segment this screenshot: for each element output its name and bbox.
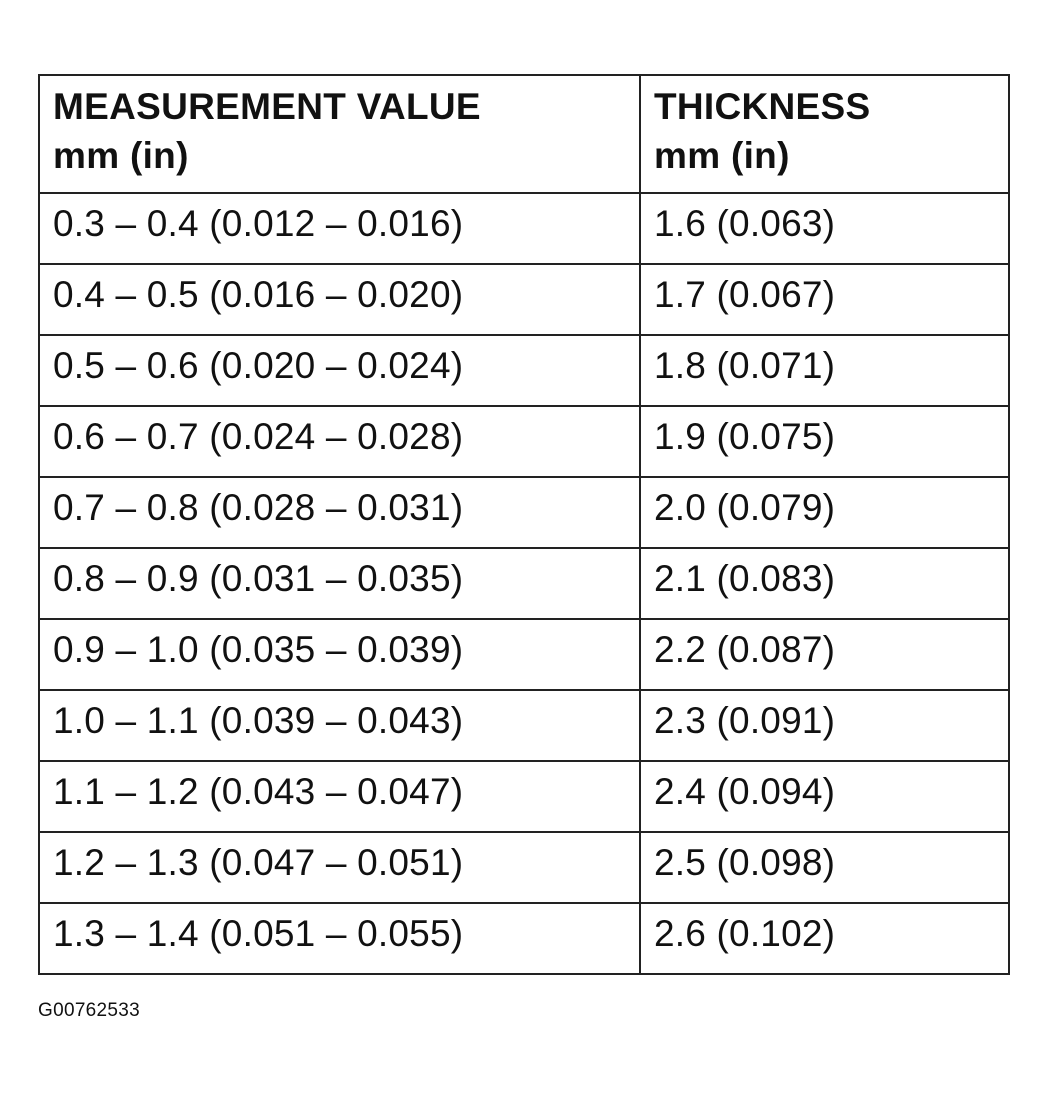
table-row (39, 832, 1009, 903)
measurement-cell: 1.0 – 1.1 (0.039 – 0.043) (39, 690, 640, 761)
shim-thickness-table (38, 74, 1010, 975)
measurement-cell: 0.4 – 0.5 (0.016 – 0.020) (39, 264, 640, 335)
measurement-cell: 1.3 – 1.4 (0.051 – 0.055) (39, 903, 640, 974)
table-row (39, 335, 1009, 406)
table-body (39, 193, 1009, 974)
table-row (39, 903, 1009, 974)
thickness-cell: 2.0 (0.079) (640, 477, 1009, 548)
table-header (39, 75, 1009, 193)
header-measurement-value (39, 75, 640, 193)
measurement-cell: 0.6 – 0.7 (0.024 – 0.028) (39, 406, 640, 477)
table-row (39, 477, 1009, 548)
header-measurement-title: MEASUREMENT VALUE (53, 86, 481, 127)
thickness-cell: 2.6 (0.102) (640, 903, 1009, 974)
table-row (39, 406, 1009, 477)
table-row (39, 264, 1009, 335)
header-thickness-title: THICKNESS (654, 86, 871, 127)
header-thickness-unit: mm (in) (654, 135, 790, 176)
header-thickness (640, 75, 1009, 193)
thickness-cell: 1.7 (0.067) (640, 264, 1009, 335)
table-row (39, 761, 1009, 832)
table-row (39, 690, 1009, 761)
thickness-cell: 2.1 (0.083) (640, 548, 1009, 619)
table-row (39, 619, 1009, 690)
measurement-cell: 0.7 – 0.8 (0.028 – 0.031) (39, 477, 640, 548)
thickness-cell: 2.2 (0.087) (640, 619, 1009, 690)
measurement-cell: 0.9 – 1.0 (0.035 – 0.039) (39, 619, 640, 690)
measurement-cell: 0.3 – 0.4 (0.012 – 0.016) (39, 193, 640, 264)
thickness-cell: 1.9 (0.075) (640, 406, 1009, 477)
thickness-cell: 2.4 (0.094) (640, 761, 1009, 832)
figure-id: G00762533 (38, 1000, 141, 1021)
measurement-cell: 1.2 – 1.3 (0.047 – 0.051) (39, 832, 640, 903)
table-row (39, 193, 1009, 264)
measurement-cell: 0.5 – 0.6 (0.020 – 0.024) (39, 335, 640, 406)
thickness-cell: 2.3 (0.091) (640, 690, 1009, 761)
header-row (39, 75, 1009, 193)
header-measurement-unit: mm (in) (53, 135, 189, 176)
measurement-cell: 1.1 – 1.2 (0.043 – 0.047) (39, 761, 640, 832)
thickness-cell: 1.8 (0.071) (640, 335, 1009, 406)
table-row (39, 548, 1009, 619)
measurement-cell: 0.8 – 0.9 (0.031 – 0.035) (39, 548, 640, 619)
thickness-cell: 2.5 (0.098) (640, 832, 1009, 903)
thickness-cell: 1.6 (0.063) (640, 193, 1009, 264)
